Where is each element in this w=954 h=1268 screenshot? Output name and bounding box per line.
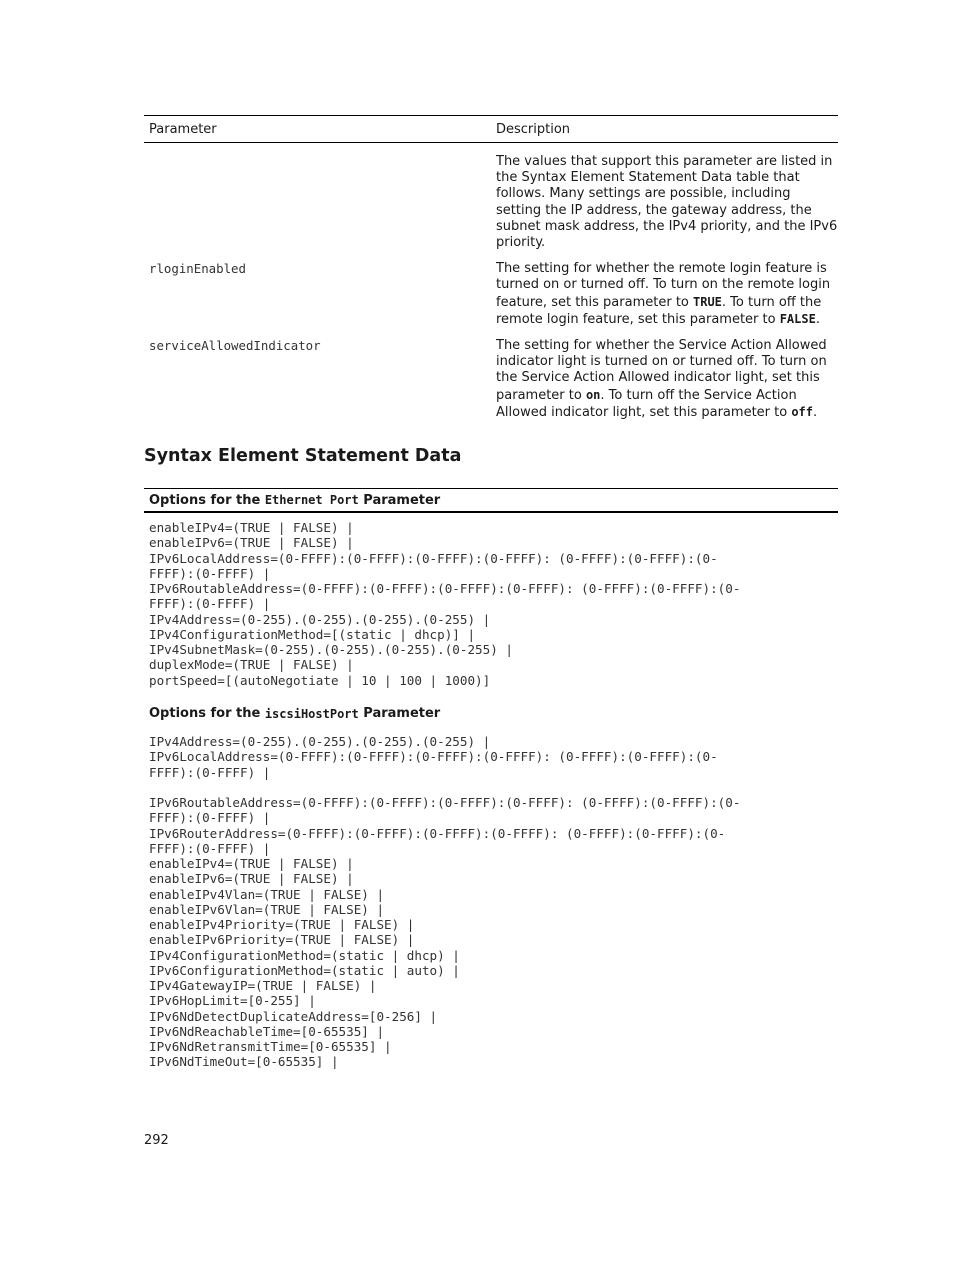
header-description: Description bbox=[496, 121, 571, 137]
code-value: on bbox=[585, 387, 601, 402]
table-row bbox=[144, 251, 838, 328]
table-header bbox=[144, 116, 838, 143]
section-title: Syntax Element Statement Data bbox=[144, 446, 462, 466]
desc-cell bbox=[491, 261, 838, 328]
options-iscsi-title bbox=[149, 706, 440, 721]
options-ethernet-title bbox=[144, 488, 838, 513]
desc-text: The setting for whether the remote login feature is turned on or turned off. To turn on the remote login feature, set this parameter to bbox=[496, 261, 831, 310]
options-suffix: Parameter bbox=[363, 706, 441, 721]
desc-text: . bbox=[813, 404, 818, 420]
table-row bbox=[144, 143, 838, 251]
param-cell: rloginEnabled bbox=[149, 261, 246, 277]
parameter-table bbox=[144, 115, 838, 421]
options-code: iscsiHostPort bbox=[264, 706, 359, 721]
options-suffix: Parameter bbox=[363, 492, 441, 508]
parameter-table-container bbox=[144, 115, 838, 421]
table-row bbox=[144, 328, 838, 421]
options-prefix: Options for the bbox=[149, 706, 261, 721]
header-parameter: Parameter bbox=[149, 121, 217, 137]
desc-cell bbox=[491, 338, 838, 421]
code-value: TRUE bbox=[693, 294, 722, 309]
desc-text: The setting for whether the Service Action Allowed indicator light is turned on or turned off. To turn on the Service Action Allowed indicator light, set this parameter to bbox=[496, 338, 827, 403]
desc-text: . bbox=[815, 311, 820, 327]
code-value: off bbox=[791, 404, 814, 419]
desc-cell: The values that support this parameter are listed in the Syntax Element Statement Data table that follows. Many settings are possible, including setting the IP address, the gateway address, the subnet mask address, the IPv4 priority, and the IPv6 priority. bbox=[496, 154, 838, 251]
param-cell bbox=[144, 154, 491, 251]
options-prefix: Options for the bbox=[149, 492, 261, 508]
page-number: 292 bbox=[144, 1133, 169, 1148]
iscsi-code-block: IPv4Address=(0-255).(0-255).(0-255).(0-255) | IPv6LocalAddress=(0-FFFF):(0-FFFF):(0-FFFF):(0-FFFF): (0-FFFF):(0-FFFF):(0- FFFF):(0-FFFF) | IPv6RoutableAddress=(0-FFFF):(0-FFFF):(0-FFFF):(0-FFFF): (0-FFFF):(0-FFFF):(0- FFFF):(0-FFFF) | IPv6RouterAddress=(0-FFFF):(0-FFFF):(0-FFFF):(0-FFFF): (0-FFFF):(0-FFFF):(0- FFFF):(0-FFFF) | enableIPv4=(TRUE | FALSE) | enableIPv6=(TRUE | FALSE) | enableIPv4Vlan=(TRUE | FALSE) | enableIPv6Vlan=(TRUE | FALSE) | enableIPv4Priority=(TRUE | FALSE) | enableIPv6Priority=(TRUE | FALSE) | IPv4ConfigurationMethod=(static | dhcp) | IPv6ConfigurationMethod=(static | auto) | IPv4GatewayIP=(TRUE | FALSE) | IPv6HopLimit=[0-255] | IPv6NdDetectDuplicateAddress=[0-256] | IPv6NdReachableTime=[0-65535] | IPv6NdRetransmitTime=[0-65535] | IPv6NdTimeOut=[0-65535] | bbox=[149, 734, 741, 1070]
param-cell: serviceAllowedIndicator bbox=[149, 338, 321, 354]
desc-text: . To turn off the remote login feature, set this parameter to bbox=[496, 294, 822, 327]
code-value: FALSE bbox=[779, 311, 816, 326]
ethernet-code-block: enableIPv4=(TRUE | FALSE) | enableIPv6=(TRUE | FALSE) | IPv6LocalAddress=(0-FFFF):(0-FFFF):(0-FFFF):(0-FFFF): (0-FFFF):(0-FFFF):(0- FFFF):(0-FFFF) | IPv6RoutableAddress=(0-FFFF):(0-FFFF):(0-FFFF):(0-FFFF): (0-FFFF):(0-FFFF):(0- FFFF):(0-FFFF) | IPv4Address=(0-255).(0-255).(0-255).(0-255) | IPv4ConfigurationMethod=[(static | dhcp)] | IPv4SubnetMask=(0-255).(0-255).(0-255).(0-255) | duplexMode=(TRUE | FALSE) | portSpeed=[(autoNegotiate | 10 | 100 | 1000)] bbox=[149, 520, 741, 688]
options-code: Ethernet Port bbox=[264, 493, 359, 507]
desc-text: . To turn off the Service Action Allowed indicator light, set this parameter to bbox=[496, 387, 797, 420]
